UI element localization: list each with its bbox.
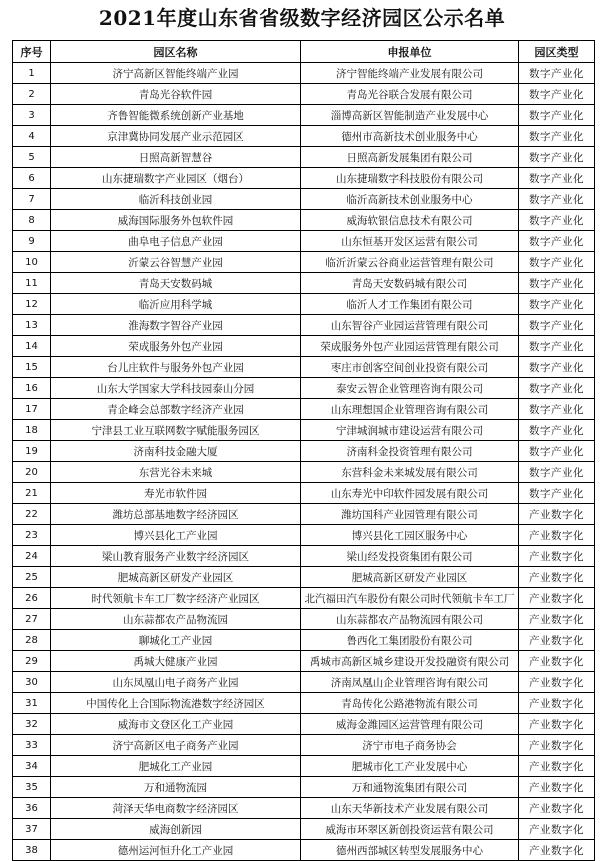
cell-index: 35	[13, 777, 51, 798]
cell-park-type: 数字产业化	[519, 378, 595, 399]
cell-applicant: 博兴县化工园区服务中心	[301, 525, 519, 546]
cell-park-name: 潍坊总部基地数字经济园区	[51, 504, 301, 525]
cell-index: 20	[13, 462, 51, 483]
table-row	[13, 777, 595, 798]
cell-park-type: 数字产业化	[519, 462, 595, 483]
cell-index: 15	[13, 357, 51, 378]
table-body	[13, 63, 595, 861]
cell-index: 3	[13, 105, 51, 126]
cell-park-name: 肥城化工产业园	[51, 756, 301, 777]
cell-park-name: 山东捷瑞数字产业园区（烟台）	[51, 168, 301, 189]
header-applicant: 申报单位	[301, 41, 519, 63]
cell-park-type: 产业数字化	[519, 651, 595, 672]
cell-applicant: 鲁西化工集团股份有限公司	[301, 630, 519, 651]
table-row	[13, 210, 595, 231]
cell-park-name: 时代领航卡车工厂数字经济产业园区	[51, 588, 301, 609]
cell-park-name: 东营光谷未来城	[51, 462, 301, 483]
cell-park-type: 数字产业化	[519, 273, 595, 294]
cell-park-name: 梁山教育服务产业数字经济园区	[51, 546, 301, 567]
cell-index: 38	[13, 840, 51, 861]
table-row	[13, 231, 595, 252]
table-row	[13, 357, 595, 378]
cell-index: 9	[13, 231, 51, 252]
cell-park-name: 青岛天安数码城	[51, 273, 301, 294]
cell-park-name: 威海创新园	[51, 819, 301, 840]
table-row	[13, 84, 595, 105]
table-row	[13, 63, 595, 84]
park-list-table	[12, 40, 595, 861]
cell-park-type: 数字产业化	[519, 357, 595, 378]
cell-index: 1	[13, 63, 51, 84]
cell-park-type: 数字产业化	[519, 420, 595, 441]
cell-park-name: 山东大学国家大学科技园泰山分园	[51, 378, 301, 399]
cell-park-type: 数字产业化	[519, 399, 595, 420]
cell-park-type: 产业数字化	[519, 588, 595, 609]
cell-index: 13	[13, 315, 51, 336]
table-row	[13, 798, 595, 819]
table-row	[13, 105, 595, 126]
table-row	[13, 336, 595, 357]
cell-park-name: 曲阜电子信息产业园	[51, 231, 301, 252]
cell-index: 18	[13, 420, 51, 441]
cell-park-type: 产业数字化	[519, 630, 595, 651]
cell-applicant: 肥城高新区研发产业园区	[301, 567, 519, 588]
cell-index: 34	[13, 756, 51, 777]
cell-park-type: 产业数字化	[519, 819, 595, 840]
cell-park-name: 肥城高新区研发产业园区	[51, 567, 301, 588]
cell-index: 31	[13, 693, 51, 714]
cell-index: 23	[13, 525, 51, 546]
cell-index: 5	[13, 147, 51, 168]
table-row	[13, 735, 595, 756]
cell-applicant: 山东理想国企业管理咨询有限公司	[301, 399, 519, 420]
table-row	[13, 546, 595, 567]
cell-index: 29	[13, 651, 51, 672]
cell-park-name: 威海国际服务外包软件园	[51, 210, 301, 231]
cell-park-name: 山东蒜都农产品物流园	[51, 609, 301, 630]
cell-park-type: 数字产业化	[519, 252, 595, 273]
cell-park-type: 数字产业化	[519, 168, 595, 189]
cell-park-type: 产业数字化	[519, 756, 595, 777]
cell-park-type: 产业数字化	[519, 693, 595, 714]
cell-applicant: 山东蒜都农产品物流园有限公司	[301, 609, 519, 630]
table-row	[13, 294, 595, 315]
cell-park-name: 青企峰会总部数字经济产业园	[51, 399, 301, 420]
cell-park-type: 数字产业化	[519, 147, 595, 168]
cell-applicant: 临沂人才工作集团有限公司	[301, 294, 519, 315]
cell-applicant: 荣成服务外包产业园运营管理有限公司	[301, 336, 519, 357]
cell-applicant: 宁津城润城市建设运营有限公司	[301, 420, 519, 441]
cell-park-name: 威海市文登区化工产业园	[51, 714, 301, 735]
header-park-name: 园区名称	[51, 41, 301, 63]
table-row	[13, 588, 595, 609]
cell-applicant: 枣庄市创客空间创业投资有限公司	[301, 357, 519, 378]
cell-applicant: 日照高新发展集团有限公司	[301, 147, 519, 168]
cell-park-name: 京津冀协同发展产业示范园区	[51, 126, 301, 147]
table-row	[13, 315, 595, 336]
cell-park-type: 数字产业化	[519, 189, 595, 210]
table-row	[13, 252, 595, 273]
cell-applicant: 梁山经发投资集团有限公司	[301, 546, 519, 567]
cell-index: 30	[13, 672, 51, 693]
cell-park-name: 菏泽天华电商数字经济园区	[51, 798, 301, 819]
table-row	[13, 147, 595, 168]
cell-park-type: 产业数字化	[519, 609, 595, 630]
cell-index: 25	[13, 567, 51, 588]
cell-park-type: 产业数字化	[519, 798, 595, 819]
cell-index: 10	[13, 252, 51, 273]
cell-park-name: 济南科技金融大厦	[51, 441, 301, 462]
cell-applicant: 德州市高新技术创业服务中心	[301, 126, 519, 147]
cell-index: 11	[13, 273, 51, 294]
cell-park-type: 产业数字化	[519, 567, 595, 588]
header-park-type: 园区类型	[519, 41, 595, 63]
cell-applicant: 临沂高新技术创业服务中心	[301, 189, 519, 210]
cell-applicant: 青岛光谷联合发展有限公司	[301, 84, 519, 105]
table-row	[13, 630, 595, 651]
cell-park-name: 台儿庄软件与服务外包产业园	[51, 357, 301, 378]
cell-applicant: 济南科金投资管理有限公司	[301, 441, 519, 462]
cell-park-type: 产业数字化	[519, 504, 595, 525]
cell-park-name: 禹城大健康产业园	[51, 651, 301, 672]
cell-park-name: 山东凤凰山电子商务产业园	[51, 672, 301, 693]
table-row	[13, 273, 595, 294]
cell-applicant: 万和通物流集团有限公司	[301, 777, 519, 798]
cell-index: 8	[13, 210, 51, 231]
cell-park-type: 产业数字化	[519, 546, 595, 567]
cell-index: 36	[13, 798, 51, 819]
cell-index: 14	[13, 336, 51, 357]
cell-park-name: 齐鲁智能微系统创新产业基地	[51, 105, 301, 126]
cell-park-type: 数字产业化	[519, 315, 595, 336]
cell-park-type: 数字产业化	[519, 441, 595, 462]
table-row	[13, 819, 595, 840]
cell-park-name: 淮海数字智谷产业园	[51, 315, 301, 336]
cell-park-type: 数字产业化	[519, 84, 595, 105]
cell-applicant: 淄博高新区智能制造产业发展中心	[301, 105, 519, 126]
cell-park-name: 沂蒙云谷智慧产业园	[51, 252, 301, 273]
header-index: 序号	[13, 41, 51, 63]
table-row	[13, 714, 595, 735]
cell-park-type: 产业数字化	[519, 735, 595, 756]
table-row	[13, 693, 595, 714]
cell-index: 22	[13, 504, 51, 525]
cell-index: 6	[13, 168, 51, 189]
cell-applicant: 泰安云智企业管理咨询有限公司	[301, 378, 519, 399]
table-row	[13, 399, 595, 420]
table-row	[13, 168, 595, 189]
cell-index: 26	[13, 588, 51, 609]
table-row	[13, 525, 595, 546]
cell-applicant: 青岛传化公路港物流有限公司	[301, 693, 519, 714]
cell-applicant: 济宁市电子商务协会	[301, 735, 519, 756]
cell-applicant: 临沂沂蒙云谷商业运营管理有限公司	[301, 252, 519, 273]
cell-park-name: 寿光市软件园	[51, 483, 301, 504]
cell-applicant: 德州西部城区转型发展服务中心	[301, 840, 519, 861]
table-row	[13, 126, 595, 147]
cell-index: 33	[13, 735, 51, 756]
cell-index: 32	[13, 714, 51, 735]
cell-applicant: 肥城市化工产业发展中心	[301, 756, 519, 777]
cell-index: 16	[13, 378, 51, 399]
cell-applicant: 济宁智能终端产业发展有限公司	[301, 63, 519, 84]
cell-index: 27	[13, 609, 51, 630]
table-row	[13, 441, 595, 462]
cell-applicant: 威海市环翠区新创投资运营有限公司	[301, 819, 519, 840]
cell-park-name: 中国传化上合国际物流港数字经济园区	[51, 693, 301, 714]
cell-applicant: 山东天华新技术产业发展有限公司	[301, 798, 519, 819]
cell-park-name: 日照高新智慧谷	[51, 147, 301, 168]
table-row	[13, 378, 595, 399]
table-row	[13, 651, 595, 672]
cell-index: 2	[13, 84, 51, 105]
cell-applicant: 东营科金未来城发展有限公司	[301, 462, 519, 483]
cell-park-type: 产业数字化	[519, 525, 595, 546]
table-row	[13, 840, 595, 861]
cell-index: 21	[13, 483, 51, 504]
cell-applicant: 山东智谷产业园运营管理有限公司	[301, 315, 519, 336]
cell-park-type: 产业数字化	[519, 714, 595, 735]
table-row	[13, 672, 595, 693]
cell-index: 12	[13, 294, 51, 315]
cell-park-name: 临沂科技创业园	[51, 189, 301, 210]
table-row	[13, 483, 595, 504]
cell-park-type: 产业数字化	[519, 777, 595, 798]
table-row	[13, 567, 595, 588]
cell-applicant: 禹城市高新区城乡建设开发投融资有限公司	[301, 651, 519, 672]
table-row	[13, 756, 595, 777]
cell-park-type: 数字产业化	[519, 336, 595, 357]
cell-park-name: 宁津县工业互联网数字赋能服务园区	[51, 420, 301, 441]
table-row	[13, 420, 595, 441]
page-title: 2021年度山东省省级数字经济园区公示名单	[98, 6, 506, 30]
table-row	[13, 189, 595, 210]
cell-park-type: 数字产业化	[519, 210, 595, 231]
cell-park-name: 青岛光谷软件园	[51, 84, 301, 105]
cell-park-type: 数字产业化	[519, 126, 595, 147]
cell-park-name: 德州运河恒升化工产业园	[51, 840, 301, 861]
cell-park-name: 聊城化工产业园	[51, 630, 301, 651]
cell-applicant: 北汽福田汽车股份有限公司时代领航卡车工厂	[301, 588, 519, 609]
cell-applicant: 青岛天安数码城有限公司	[301, 273, 519, 294]
cell-park-type: 数字产业化	[519, 294, 595, 315]
cell-park-type: 数字产业化	[519, 231, 595, 252]
cell-index: 24	[13, 546, 51, 567]
cell-park-type: 产业数字化	[519, 672, 595, 693]
cell-park-name: 济宁高新区电子商务产业园	[51, 735, 301, 756]
cell-index: 4	[13, 126, 51, 147]
table-row	[13, 504, 595, 525]
table-row	[13, 609, 595, 630]
cell-park-name: 济宁高新区智能终端产业园	[51, 63, 301, 84]
cell-index: 17	[13, 399, 51, 420]
cell-park-type: 数字产业化	[519, 105, 595, 126]
cell-applicant: 山东恒基开发区运营有限公司	[301, 231, 519, 252]
cell-index: 7	[13, 189, 51, 210]
cell-index: 19	[13, 441, 51, 462]
cell-park-name: 万和通物流园	[51, 777, 301, 798]
cell-park-type: 数字产业化	[519, 483, 595, 504]
cell-index: 37	[13, 819, 51, 840]
cell-applicant: 山东捷瑞数字科技股份有限公司	[301, 168, 519, 189]
table-header-row	[13, 41, 595, 63]
cell-park-name: 临沂应用科学城	[51, 294, 301, 315]
cell-index: 28	[13, 630, 51, 651]
cell-park-type: 产业数字化	[519, 840, 595, 861]
table-row	[13, 462, 595, 483]
cell-park-type: 数字产业化	[519, 63, 595, 84]
cell-applicant: 山东寿光中印软件园发展有限公司	[301, 483, 519, 504]
cell-applicant: 济南凤凰山企业管理咨询有限公司	[301, 672, 519, 693]
cell-park-name: 博兴县化工产业园	[51, 525, 301, 546]
cell-applicant: 威海软银信息技术有限公司	[301, 210, 519, 231]
cell-park-name: 荣成服务外包产业园	[51, 336, 301, 357]
cell-applicant: 威海金潍园区运营管理有限公司	[301, 714, 519, 735]
cell-applicant: 潍坊国科产业园管理有限公司	[301, 504, 519, 525]
